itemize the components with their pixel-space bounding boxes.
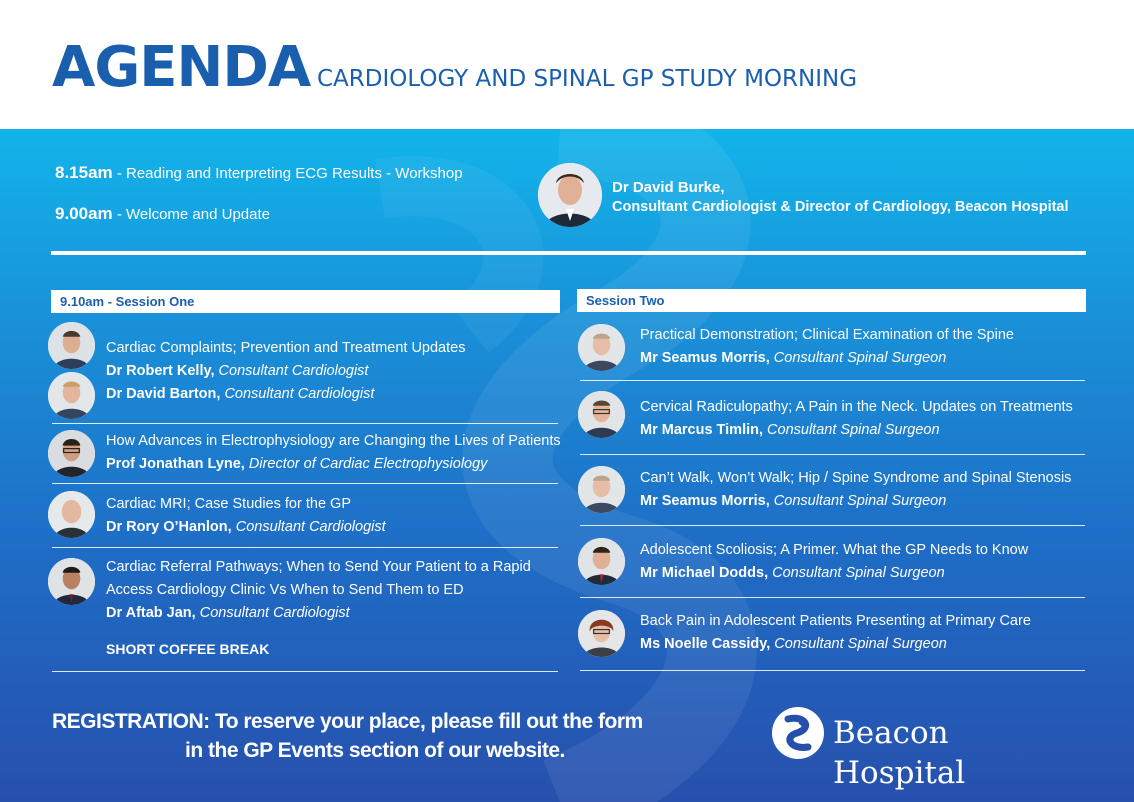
beacon-logo-icon bbox=[771, 706, 825, 760]
talk-title: Cardiac MRI; Case Studies for the GP bbox=[106, 496, 351, 512]
talk-title: Access Cardiology Clinic Vs When to Send Them to ED bbox=[106, 582, 464, 598]
intro-text: - Welcome and Update bbox=[112, 206, 270, 223]
agenda-panel bbox=[0, 129, 1134, 802]
section-divider bbox=[51, 251, 1086, 255]
speaker-role: Director of Cardiac Electrophysiology bbox=[244, 456, 488, 472]
row-divider bbox=[52, 423, 558, 424]
beacon-hospital-logo bbox=[771, 705, 1081, 791]
session-one-item-2 bbox=[106, 430, 561, 476]
featured-speaker-name: Dr David Burke, bbox=[612, 179, 725, 196]
speaker-name: Mr Seamus Morris, bbox=[640, 493, 770, 509]
talk-title: Back Pain in Adolescent Patients Presenting at Primary Care bbox=[640, 613, 1031, 629]
speaker-name: Ms Noelle Cassidy, bbox=[640, 636, 771, 652]
speaker-role: Consultant Spinal Surgeon bbox=[769, 350, 947, 366]
speaker-photo-seamus-morris bbox=[578, 324, 625, 371]
speaker-photo-marcus-timlin bbox=[578, 391, 625, 438]
registration-line-1: REGISTRATION: To reserve your place, please fill out the form bbox=[52, 710, 643, 733]
featured-speaker-title: Consultant Cardiologist & Director of Cardiology, Beacon Hospital bbox=[612, 199, 1069, 215]
row-divider bbox=[580, 670, 1085, 671]
speaker-name: Dr Aftab Jan, bbox=[106, 605, 196, 621]
row-divider bbox=[52, 671, 558, 672]
intro-item-welcome bbox=[55, 204, 270, 225]
speaker-role: Consultant Spinal Surgeon bbox=[768, 565, 945, 581]
speaker-photo-aftab-jan bbox=[48, 558, 95, 605]
coffee-break: SHORT COFFEE BREAK bbox=[106, 641, 270, 657]
intro-time: 8.15am bbox=[55, 163, 113, 182]
row-divider bbox=[580, 597, 1085, 598]
speaker-photo-rory-ohanlon bbox=[48, 491, 95, 538]
speaker-role: Consultant Cardiologist bbox=[195, 605, 350, 621]
talk-title: Can’t Walk, Won’t Walk; Hip / Spine Syndrome and Spinal Stenosis bbox=[640, 470, 1072, 486]
intro-item-ecg bbox=[55, 163, 463, 184]
registration-line-2: in the GP Events section of our website. bbox=[185, 739, 565, 762]
talk-title: Adolescent Scoliosis; A Primer. What the GP Needs to Know bbox=[640, 542, 1029, 558]
speaker-name: Prof Jonathan Lyne, bbox=[106, 456, 245, 472]
speaker-role: Consultant Cardiologist bbox=[214, 363, 369, 379]
logo-text: Beacon Hospital bbox=[833, 715, 966, 791]
page-title: AGENDA bbox=[52, 35, 311, 100]
speaker-photo-michael-dodds bbox=[578, 538, 625, 585]
speaker-role: Consultant Cardiologist bbox=[231, 519, 386, 535]
session-two-item-1 bbox=[640, 324, 1014, 370]
row-divider bbox=[52, 547, 558, 548]
speaker-name: Dr Robert Kelly, bbox=[106, 363, 215, 379]
speaker-photo-robert-kelly bbox=[48, 322, 95, 369]
speaker-photo-noelle-cassidy bbox=[578, 610, 625, 657]
row-divider bbox=[580, 525, 1085, 526]
speaker-name: Dr David Barton, bbox=[106, 386, 221, 402]
session-two-heading: Session Two bbox=[577, 289, 1086, 312]
talk-title: How Advances in Electrophysiology are Changing the Lives of Patients bbox=[106, 433, 561, 449]
speaker-photo-david-barton bbox=[48, 372, 95, 419]
talk-title: Cervical Radiculopathy; A Pain in the Neck. Updates on Treatments bbox=[640, 399, 1073, 415]
row-divider bbox=[580, 454, 1085, 455]
speaker-role: Consultant Spinal Surgeon bbox=[770, 636, 947, 652]
speaker-photo-seamus-morris-2 bbox=[578, 466, 625, 513]
header bbox=[0, 0, 1134, 129]
speaker-role: Consultant Spinal Surgeon bbox=[769, 493, 947, 509]
speaker-photo-david-burke bbox=[538, 163, 602, 227]
session-one-item-1 bbox=[106, 337, 465, 406]
row-divider bbox=[580, 380, 1085, 381]
speaker-name: Mr Marcus Timlin, bbox=[640, 422, 764, 438]
registration-note bbox=[52, 707, 643, 765]
session-two-item-5 bbox=[640, 610, 1031, 656]
session-one-item-3 bbox=[106, 493, 386, 539]
intro-time: 9.00am bbox=[55, 204, 113, 223]
session-two-item-3 bbox=[640, 467, 1071, 513]
session-two-item-4 bbox=[640, 539, 1028, 585]
talk-title: Cardiac Referral Pathways; When to Send Your Patient to a Rapid bbox=[106, 559, 531, 575]
intro-text: - Reading and Interpreting ECG Results - Workshop bbox=[112, 165, 463, 182]
session-one-item-4 bbox=[106, 556, 531, 625]
talk-title: Practical Demonstration; Clinical Examination of the Spine bbox=[640, 327, 1014, 343]
speaker-name: Dr Rory O’Hanlon, bbox=[106, 519, 232, 535]
speaker-role: Consultant Cardiologist bbox=[220, 386, 375, 402]
speaker-role: Consultant Spinal Surgeon bbox=[763, 422, 940, 438]
speaker-photo-jonathan-lyne bbox=[48, 430, 95, 477]
talk-title: Cardiac Complaints; Prevention and Treatment Updates bbox=[106, 340, 466, 356]
row-divider bbox=[52, 483, 558, 484]
session-two-item-2 bbox=[640, 396, 1073, 442]
page-subtitle: CARDIOLOGY AND SPINAL GP STUDY MORNING bbox=[317, 66, 858, 92]
speaker-name: Mr Seamus Morris, bbox=[640, 350, 770, 366]
session-one-heading: 9.10am - Session One bbox=[51, 290, 560, 313]
speaker-name: Mr Michael Dodds, bbox=[640, 565, 769, 581]
